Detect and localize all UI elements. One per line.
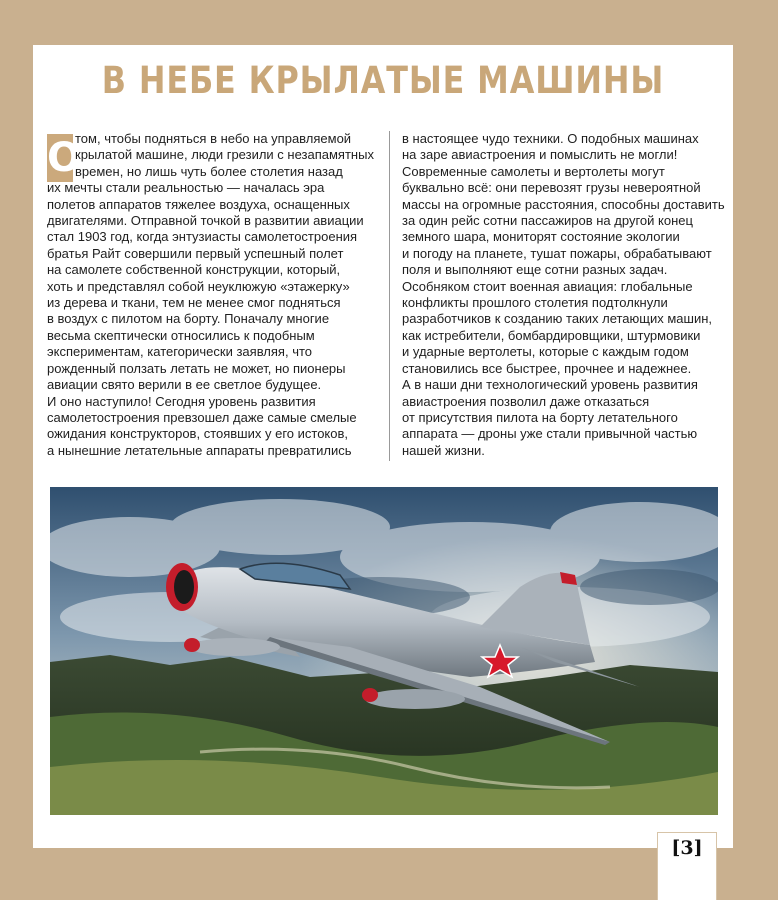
text-line: становились все быстрее, прочнее и надежнее. [402, 360, 692, 376]
text-line: времен, но лишь чуть более столетия назад [75, 163, 343, 179]
text-line: авиации свято верили в ее светлое будущее. [47, 377, 322, 393]
text-line: как истребители, бомбардировщики, штурмовики [402, 327, 701, 343]
text-line: А в наши дни технологический уровень развития [402, 377, 698, 393]
text-line: от присутствия пилота на борту летательного [402, 409, 678, 425]
text-line: стал 1903 год, когда энтузиасты самолетостроения [47, 229, 358, 245]
page [33, 45, 733, 848]
text-line: и ударные вертолеты, которые с каждым годом [402, 344, 689, 360]
text-line: рожденный ползать летать не может, но пионеры [47, 360, 346, 376]
text-line: Современные самолеты и вертолеты могут [402, 163, 665, 179]
text-line: аппарата — дроны уже стали привычной частью [402, 426, 698, 442]
page-number: [3] [671, 837, 703, 859]
aircraft-illustration [50, 487, 718, 815]
text-line: нашей жизни. [402, 442, 485, 458]
page-title: В НЕБЕ КРЫЛАТЫЕ МАШИНЫ [101, 59, 665, 102]
text-line: на самолете собственной конструкции, который, [47, 262, 341, 278]
text-column-left [47, 131, 387, 459]
text-line: самолетостроения превзошел даже самые смелые [47, 409, 357, 425]
text-line: а нынешние летательные аппараты превратились [47, 442, 352, 458]
drop-cap: О [47, 135, 82, 181]
text-line: массы на огромные расстояния, способны доставить [402, 196, 725, 212]
text-line: полетов аппаратов тяжелее воздуха, оснащенных [47, 196, 350, 212]
text-line: конфликты прошлого столетия подтолкнули [402, 295, 668, 311]
text-line: И оно наступило! Сегодня уровень развития [47, 393, 316, 409]
page-number-box [657, 832, 717, 900]
text-line: и погоду на планете, тушат пожары, обрабатывают [402, 245, 712, 261]
text-line: поля и выполняют еще сотни разных задач. [402, 262, 668, 278]
text-line: двигателями. Отправной точкой в развитии авиации [47, 213, 364, 229]
aircraft-photo [50, 487, 718, 815]
text-line: том, чтобы подняться в небо на управляемой [75, 131, 352, 146]
text-line: братья Райт совершили первый успешный полет [47, 245, 344, 261]
text-line: разработчиков к созданию таких летающих машин, [402, 311, 713, 327]
text-line: на заре авиастроения и помыслить не могли! [402, 147, 678, 163]
text-line: экспериментам, категорически заявляя, что [47, 344, 313, 360]
text-line: Особняком стоит военная авиация: глобальные [402, 278, 693, 294]
text-line: буквально всё: они перевозят грузы невероятной [402, 180, 701, 196]
text-line: весьма скептически относились к подобным [47, 327, 315, 343]
text-line: в настоящее чудо техники. О подобных машинах [402, 131, 699, 146]
text-line: за один рейс сотни пассажиров на другой конец [402, 213, 693, 229]
text-line: их мечты стали реальностью — началась эра [47, 180, 325, 196]
text-line: ожидания конструкторов, стоявших у его истоков, [47, 426, 348, 442]
text-line: крылатой машине, люди грезили с незапамятных [75, 147, 374, 163]
text-line: земного шара, мониторят состояние экологии [402, 229, 680, 245]
text-line: в воздух с пилотом на борту. Поначалу многие [47, 311, 330, 327]
text-column-right [389, 131, 737, 461]
text-line: хоть и представлял собой неуклюжую «этажерку» [47, 278, 350, 294]
text-line: авиастроения позволил даже отказаться [402, 393, 650, 409]
text-line: из дерева и ткани, тем не менее смог подняться [47, 295, 341, 311]
